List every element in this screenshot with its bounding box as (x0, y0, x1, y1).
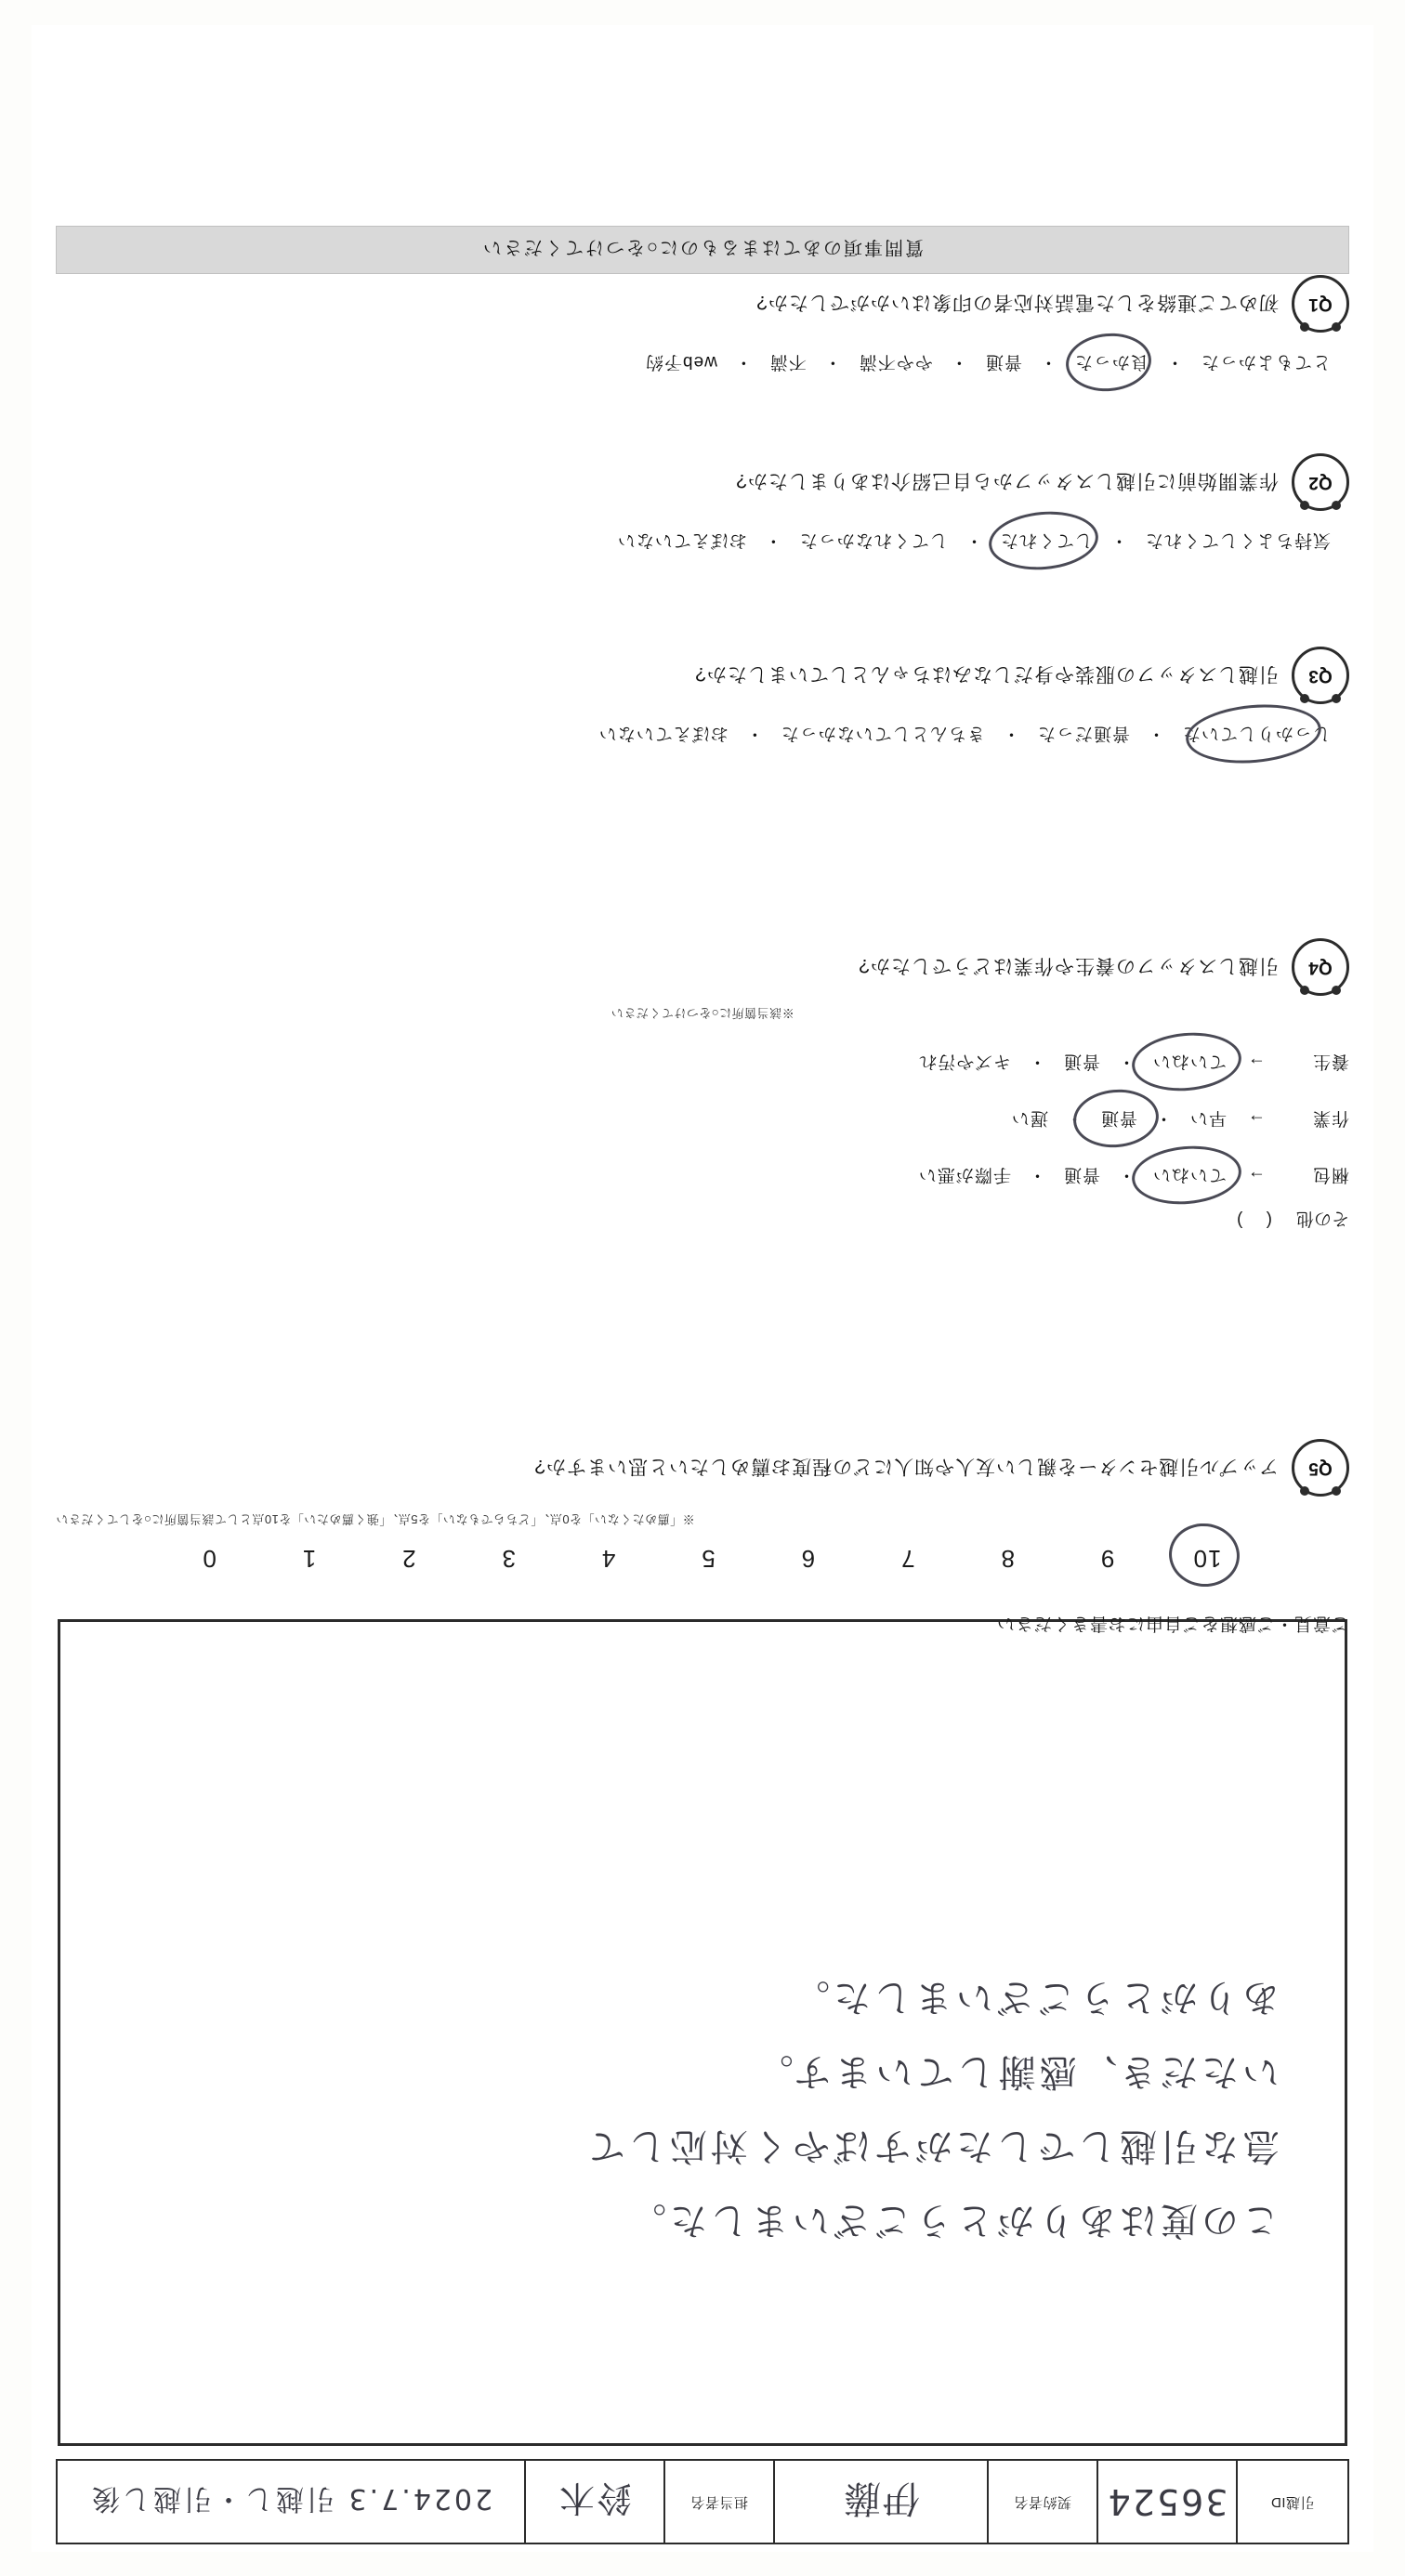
q4-row-label: 養生 (1311, 1052, 1349, 1071)
q4-other-row[interactable] (56, 1208, 1349, 1233)
header-date-value: 2024.7.3 引越し・引越し後 (88, 2482, 493, 2515)
q3-badge: Q3 (1292, 647, 1349, 704)
q5-score-2[interactable]: 2 (401, 1545, 416, 1573)
section-title: 質問事項のあてはまるものに○をつけてください (480, 237, 925, 258)
q4-head (56, 938, 1349, 996)
header-staff-value: 鈴木 (558, 2478, 633, 2519)
q3-options[interactable] (56, 719, 1333, 752)
q4-rows (56, 1047, 1349, 1193)
q4-option-futsuu[interactable]: 普通 (1098, 1104, 1139, 1136)
q4-option-teinei[interactable]: ていねい (1150, 1047, 1228, 1079)
q5-note: ※「薦めたくない」を0点、「どちらでもない」を5点、「強く薦めたい」を10点として該当箇所に○をしてください (56, 1512, 695, 1526)
q1-text: 初めてご連絡をした電話対応者の印象はいかがでしたか? (755, 292, 1279, 313)
q4-row-work (56, 1104, 1349, 1136)
q3-option-oboetenai[interactable]: おぼえていない (597, 724, 729, 743)
header-id-label: 引越ID (1270, 2494, 1315, 2511)
separator-dot: ・ (1027, 1052, 1046, 1071)
q2-options[interactable] (56, 526, 1333, 558)
question-block-q3 (56, 647, 1349, 765)
q4-text: 引越しスタッフの養生や作業はどうでしたか? (858, 955, 1279, 976)
separator-dot: ・ (763, 530, 782, 550)
separator-dot: ・ (1116, 1052, 1136, 1071)
q4-option-futsuu[interactable]: 普通 (1062, 1165, 1100, 1184)
q2-head (56, 453, 1349, 511)
comment-box[interactable] (58, 1619, 1347, 2446)
arrow-icon: → (1247, 1167, 1266, 1187)
header-name-value-cell (773, 2461, 987, 2543)
q4-row-packing (56, 1160, 1349, 1193)
q5-badge: Q5 (1292, 1439, 1349, 1497)
separator-dot: ・ (1001, 724, 1020, 743)
question-block-q4 (56, 938, 1349, 1238)
q4-row-protection (56, 1047, 1349, 1079)
q2-option-oboetenai[interactable]: おぼえていない (616, 530, 747, 550)
q5-score-6[interactable]: 6 (800, 1545, 816, 1573)
q5-score-8[interactable]: 8 (1000, 1545, 1015, 1573)
separator-dot: ・ (822, 352, 842, 372)
q1-option-futsuu[interactable]: 普通 (984, 352, 1022, 372)
section-title-bar (56, 226, 1349, 274)
header-staff-label: 担当者名 (690, 2494, 749, 2511)
comment-handwriting (118, 1960, 1280, 2257)
q4-row-label: 作業 (1311, 1108, 1349, 1128)
q2-option-shitekureta[interactable]: してくれた (998, 526, 1095, 558)
separator-dot: ・ (1109, 530, 1128, 550)
q4-option-futsuu[interactable]: 普通 (1062, 1052, 1100, 1071)
arrow-icon: → (1247, 1110, 1266, 1131)
q1-option-totemoyokatta[interactable]: とてもよかった (1200, 352, 1331, 372)
separator-dot: ・ (1038, 352, 1057, 372)
q5-score-7[interactable]: 7 (900, 1545, 915, 1573)
q4-option-hayai[interactable]: 早い (1188, 1108, 1227, 1128)
q1-option-web[interactable]: web予約 (644, 352, 717, 372)
header-staff-label-cell (663, 2461, 773, 2543)
q4-other-value[interactable]: ( ) (1228, 1210, 1272, 1231)
q1-head (56, 275, 1349, 333)
q1-option-fuman[interactable]: 不満 (768, 352, 807, 372)
separator-dot: ・ (949, 352, 968, 372)
separator-dot: ・ (1064, 1108, 1083, 1128)
q4-row-label: 梱包 (1311, 1165, 1349, 1184)
q4-other-label: その他 (1295, 1209, 1349, 1228)
q2-option-shitekurenakatta[interactable]: してくれなかった (798, 530, 948, 550)
comment-line: 急な引越しでしたがすばやく対応して (584, 2125, 1280, 2167)
q5-score-0[interactable]: 0 (202, 1545, 217, 1573)
separator-dot: ・ (1027, 1165, 1046, 1184)
comment-line: ありがとうございました。 (789, 1976, 1280, 2019)
q1-option-yokatta[interactable]: 良かった (1072, 347, 1150, 380)
question-block-q2 (56, 453, 1349, 571)
header-id-label-cell (1236, 2461, 1347, 2543)
q4-option-tegiwa[interactable]: 手際が悪い (917, 1165, 1011, 1184)
header-name-value: 伊藤 (842, 2477, 920, 2520)
q1-option-yayafuman[interactable]: やや不満 (858, 352, 933, 372)
q3-option-kichinto-nai[interactable]: きちんとしていなかった (780, 724, 985, 743)
separator-dot: ・ (733, 352, 753, 372)
header-table (56, 2459, 1349, 2544)
q3-text: 引越しスタッフの服装や身だしなみはちゃんとしていましたか? (694, 663, 1279, 685)
separator-dot: ・ (1164, 352, 1184, 372)
question-block-q5 (56, 1439, 1349, 1591)
header-id-value-cell (1096, 2461, 1236, 2543)
header-id-value: 36524 (1106, 2481, 1228, 2522)
q3-option-shikkari[interactable]: しっかりしていた (1180, 719, 1333, 752)
q3-head (56, 647, 1349, 704)
q5-score-1[interactable]: 1 (301, 1545, 317, 1573)
q5-head (56, 1439, 1349, 1497)
q2-badge: Q2 (1292, 453, 1349, 511)
header-staff-value-cell (524, 2461, 663, 2543)
separator-dot: ・ (1146, 724, 1165, 743)
separator-dot: ・ (964, 530, 983, 550)
q5-score-3[interactable]: 3 (501, 1545, 516, 1573)
q4-option-kizu[interactable]: キズや汚れ (918, 1052, 1011, 1071)
q1-badge: Q1 (1292, 275, 1349, 333)
separator-dot: ・ (744, 724, 764, 743)
q1-options[interactable] (56, 347, 1333, 380)
header-date-cell (58, 2461, 524, 2543)
arrow-icon: → (1247, 1053, 1266, 1074)
q5-score-4[interactable]: 4 (600, 1545, 616, 1573)
q2-option-kimochiyoku[interactable]: 気持ちよくしてくれた (1144, 530, 1331, 550)
q5-score-scale[interactable] (169, 1544, 1247, 1573)
q3-option-futsuu[interactable]: 普通だった (1036, 724, 1130, 743)
comment-line: この度はありがとうございました。 (625, 2199, 1280, 2242)
q4-option-teinei[interactable]: ていねい (1150, 1160, 1228, 1193)
separator-dot: ・ (1153, 1108, 1173, 1128)
q4-option-osoi[interactable]: 遅い (1010, 1108, 1048, 1128)
q2-text: 作業開始前に引越しスタッフから自己紹介はありましたか? (735, 470, 1279, 491)
header-name-label: 契約者名 (1014, 2494, 1072, 2511)
comment-label: ご意見・ご感想をご自由にお書きください (995, 1614, 1349, 1633)
q5-text: アップル引越センターを親しい友人や知人にどの程度お薦めしたいと思いますか? (533, 1456, 1279, 1477)
q4-badge: Q4 (1292, 938, 1349, 996)
separator-dot: ・ (1116, 1165, 1136, 1184)
comment-line: いただき、感謝しています。 (752, 2050, 1280, 2093)
q4-note: ※該当箇所に○をつけてください (611, 1006, 794, 1020)
q5-score-9[interactable]: 9 (1099, 1545, 1115, 1573)
q5-score-10[interactable]: 10 (1167, 1544, 1247, 1573)
header-name-label-cell (987, 2461, 1096, 2543)
question-block-q1 (56, 275, 1349, 393)
q5-score-5[interactable]: 5 (701, 1545, 716, 1573)
